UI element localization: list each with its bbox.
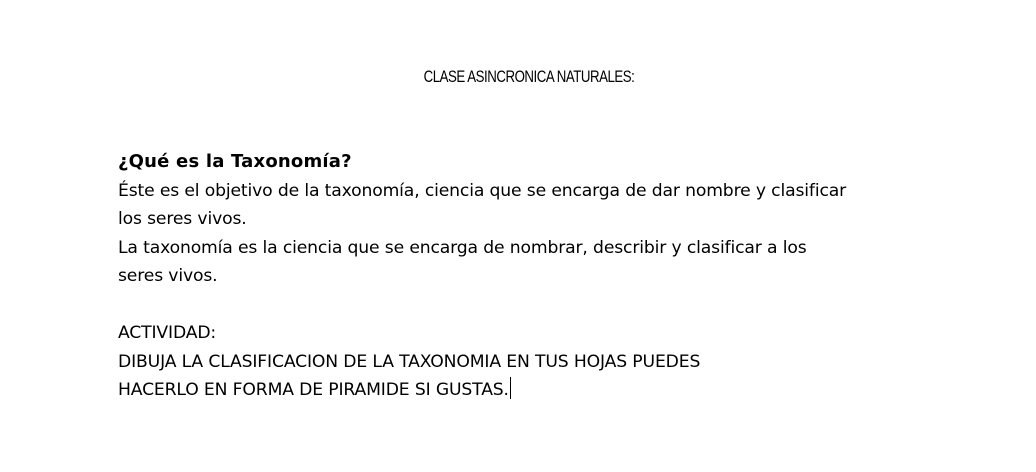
activity-line-2-container — [118, 376, 948, 405]
paragraph-1-line-1: Éste es el objetivo de la taxonomía, ciencia que se encarga de dar nombre y clasificar — [118, 180, 847, 201]
paragraph-2-line-1: La taxonomía es la ciencia que se encarga de nombrar, describir y clasificar a los — [118, 237, 807, 258]
activity-line-1: DIBUJA LA CLASIFICACION DE LA TAXONOMIA EN TUS HOJAS PUEDES — [118, 351, 701, 372]
paragraph-2-line-2: seres vivos. — [118, 266, 218, 287]
activity-label: ACTIVIDAD: — [118, 322, 217, 343]
document-body[interactable] — [118, 148, 948, 405]
activity-line-2: HACERLO EN FORMA DE PIRAMIDE SI GUSTAS. — [118, 380, 509, 401]
document-title: CLASE ASINCRONICA NATURALES: — [423, 67, 635, 86]
blank-line — [118, 291, 948, 319]
paragraph-1-line-2: los seres vivos. — [118, 209, 247, 230]
text-cursor — [510, 377, 511, 399]
section-heading: ¿Qué es la Taxonomía? — [118, 151, 352, 172]
